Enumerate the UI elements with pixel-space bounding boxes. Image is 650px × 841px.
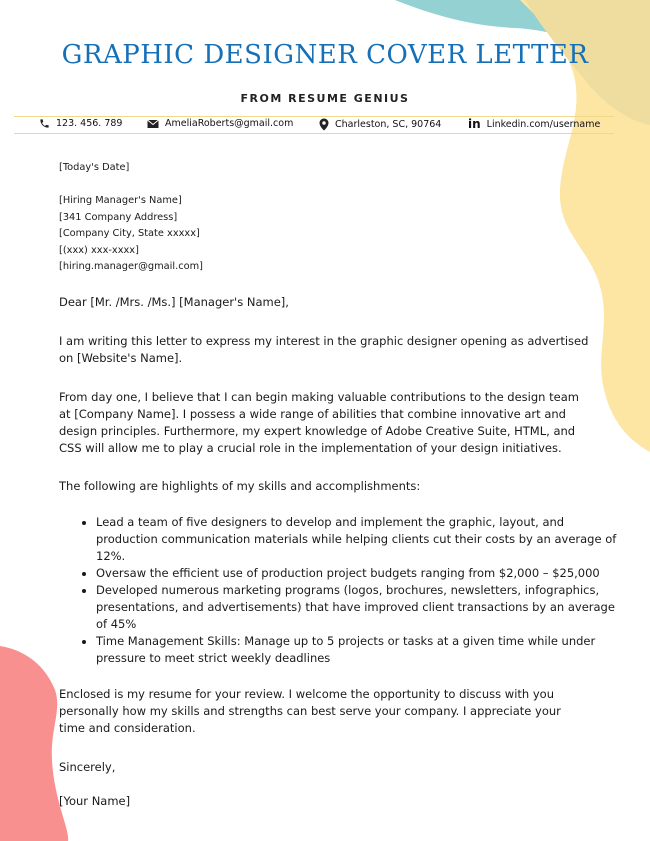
- contact-email-text: AmeliaRoberts@gmail.com: [165, 118, 294, 129]
- list-item: • Lead a team of five designers to develop and implement the graphic, layout, and production communication materials while helping clients cut their costs by an average of 12%.: [96, 514, 626, 565]
- contact-email: [147, 118, 293, 129]
- page-subtitle: FROM RESUME GENIUS: [240, 92, 410, 105]
- paragraph-2: From day one, I believe that I can begin making valuable contributions to the design team at [Company Name]. I possess a wide range of abilities that combine innovative art and design principles. Furthermore, my expert knowledge of Adobe Creative Suite, HTML, and CSS will allow me to play a crucial role in the implementation of your design initiatives.: [59, 390, 579, 455]
- highlights-intro: The following are highlights of my skills and accomplishments:: [59, 479, 421, 493]
- contact-linkedin: [468, 118, 600, 130]
- signature: [Your Name]: [59, 794, 131, 808]
- paragraph-3: Enclosed is my resume for your review. I welcome the opportunity to discuss with you personally how my skills and strengths can best serve your company. I appreciate your time and consideration.: [59, 687, 561, 735]
- address-line: [hiring.manager@gmail.com]: [59, 261, 203, 272]
- list-item: • Developed numerous marketing programs (logos, brochures, newsletters, infographics, presentations, and advertisements) that have improved client transactions by an average of 45%: [96, 582, 626, 633]
- closing: Sincerely,: [59, 760, 116, 774]
- contact-linkedin-text: Linkedin.com/username: [486, 118, 601, 130]
- address-line: [(xxx) xxx-xxxx]: [59, 244, 139, 256]
- contact-phone: [39, 118, 122, 129]
- map-pin-icon: [319, 118, 329, 131]
- page-title: GRAPHIC DESIGNER COVER LETTER: [61, 40, 589, 70]
- list-item: • Time Management Skills: Manage up to 5 projects or tasks at a given time while under pressure to meet strict weekly deadlines: [96, 633, 626, 667]
- list-item: • Oversaw the efficient use of production project budgets ranging from $2,000 – $25,000: [96, 565, 626, 582]
- envelope-icon: [147, 119, 159, 129]
- contact-bar: [14, 116, 614, 134]
- greeting: Dear [Mr. /Mrs. /Ms.] [Manager's Name],: [59, 295, 289, 309]
- address-line: [Hiring Manager's Name]: [59, 195, 182, 206]
- address-line: [Company City, State xxxxx]: [59, 228, 200, 239]
- phone-icon: [39, 118, 50, 129]
- paragraph-1: I am writing this letter to express my interest in the graphic designer opening as advertised on [Website's Name].: [59, 334, 589, 365]
- linkedin-icon: in: [468, 117, 481, 131]
- letter-date: [Today's Date]: [59, 162, 130, 173]
- highlights-list: [59, 514, 626, 667]
- contact-location: [319, 118, 441, 131]
- contact-location-text: Charleston, SC, 90764: [335, 119, 442, 130]
- address-line: [341 Company Address]: [59, 211, 178, 223]
- recipient-address: [59, 193, 589, 276]
- contact-phone-text: 123. 456. 789: [56, 118, 123, 129]
